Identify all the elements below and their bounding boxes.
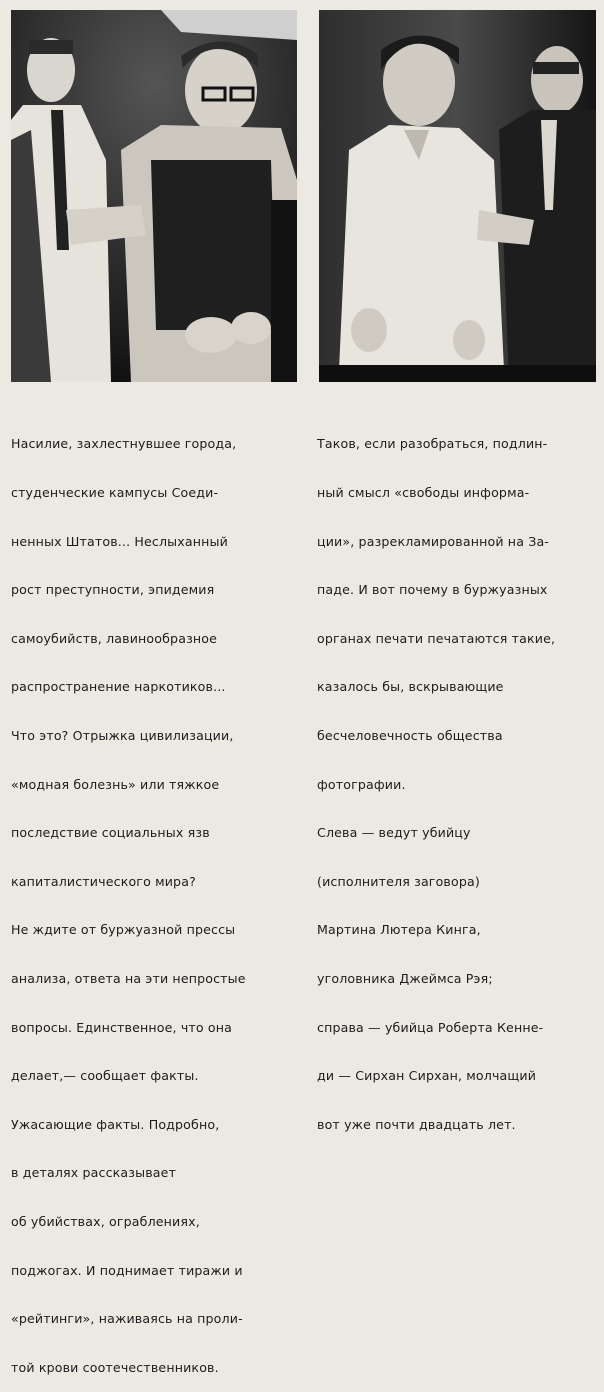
text-line: поджогах. И поднимает тиражи и (11, 1262, 243, 1278)
text-line: органах печати печатаются такие, (317, 630, 556, 646)
text-line: анализа, ответа на эти непростые (11, 970, 246, 986)
text-line: уголовника Джеймса Рэя; (317, 970, 493, 986)
text-line: Таков, если разобраться, подлин- (317, 436, 548, 452)
text-line: бесчеловечность общества (317, 727, 503, 743)
text-line: паде. И вот почему в буржуазных (317, 582, 548, 598)
text-column-left (11, 404, 301, 1392)
text-line: рост преступности, эпидемия (11, 582, 215, 598)
text-line: студенческие кампусы Соеди- (11, 485, 219, 500)
text-line: Ужасающие факты. Подробно, (11, 1116, 220, 1132)
text-line: фотографии. (317, 776, 406, 792)
text-line: вопросы. Единственное, что она (11, 1019, 233, 1035)
text-line: (исполнителя заговора) (317, 873, 480, 889)
photo-right (319, 10, 596, 382)
text-line: распространение наркотиков... (11, 679, 226, 695)
text-line: той крови соотечественников. (11, 1359, 219, 1375)
text-column-right (317, 404, 599, 1149)
photo-right-image (319, 10, 596, 382)
text-line: ции», разрекламированной на За- (317, 533, 550, 549)
text-line: вот уже почти двадцать лет. (317, 1116, 516, 1132)
text-line: Насилие, захлестнувшее города, (11, 436, 237, 452)
text-line: капиталистического мира? (11, 873, 196, 889)
photo-left-image (11, 10, 297, 382)
text-line: казалось бы, вскрывающие (317, 679, 504, 695)
text-line: об убийствах, ограблениях, (11, 1213, 200, 1229)
text-line: справа — убийца Роберта Кенне- (317, 1019, 544, 1035)
text-line: ненных Штатов... Неслыханный (11, 533, 228, 549)
text-line: последствие социальных язв (11, 825, 210, 841)
text-line: Что это? Отрыжка цивилизации, (11, 727, 234, 743)
text-line: Мартина Лютера Кинга, (317, 922, 481, 938)
text-line: Слева — ведут убийцу (317, 825, 471, 841)
text-line: самоубийств, лавинообразное (11, 630, 218, 646)
photo-left (11, 10, 297, 382)
text-line: в деталях рассказывает (11, 1165, 177, 1181)
text-line: Не ждите от буржуазной прессы (11, 922, 236, 938)
text-line: ди — Сирхан Сирхан, молчащий (317, 1068, 537, 1084)
text-line: ный смысл «свободы информа- (317, 485, 530, 500)
text-line: «рейтинги», наживаясь на проли- (11, 1311, 243, 1327)
text-line: «модная болезнь» или тяжкое (11, 776, 220, 792)
text-line: делает,— сообщает факты. (11, 1068, 199, 1084)
